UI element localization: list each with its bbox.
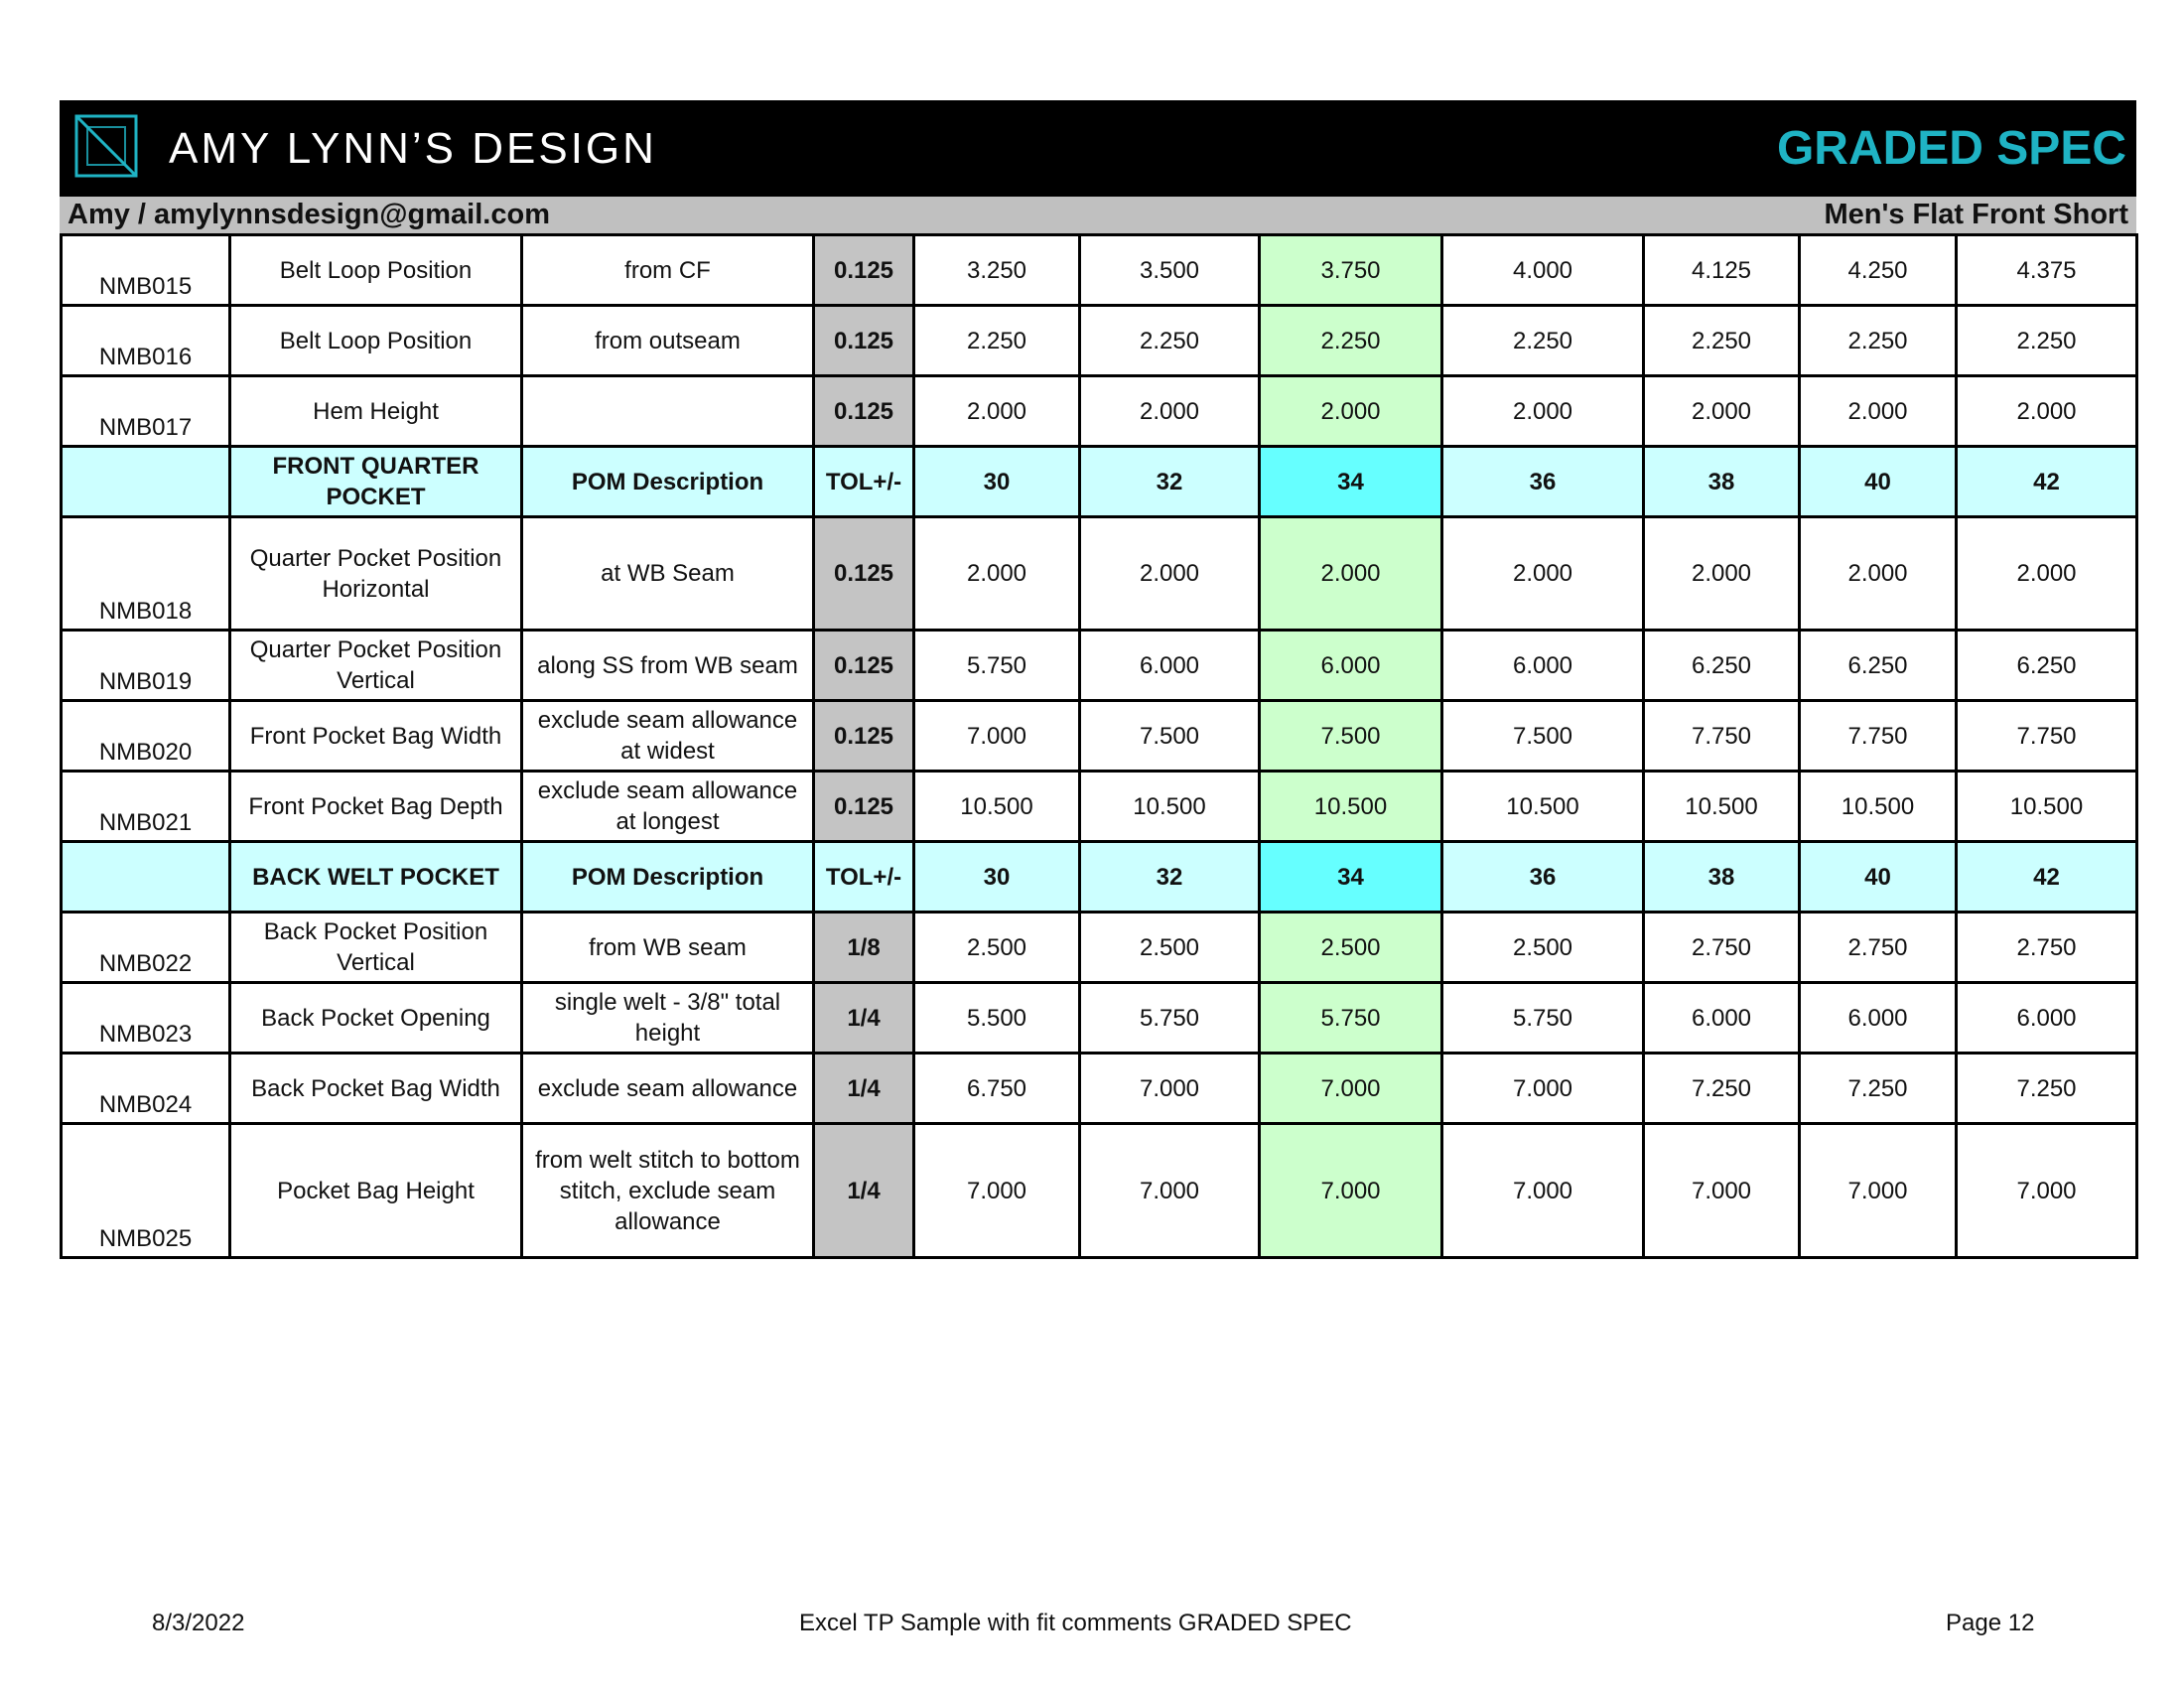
size-value: 7.000 <box>1644 1124 1800 1258</box>
table-row <box>62 376 2137 447</box>
size-value: 4.250 <box>1800 235 1957 306</box>
size-value: 2.250 <box>1800 306 1957 376</box>
brand-name: AMY LYNN’S DESIGN <box>169 124 657 173</box>
pom-code: NMB025 <box>62 1124 230 1258</box>
table-row <box>62 1124 2137 1258</box>
size-value: 4.000 <box>1442 235 1644 306</box>
size-value: 10.500 <box>1644 772 1800 842</box>
section-title: FRONT QUARTER POCKET <box>230 447 522 517</box>
size-value: 10.500 <box>1957 772 2137 842</box>
size-value: 2.000 <box>914 517 1080 631</box>
size-value: 7.000 <box>1800 1124 1957 1258</box>
size-value: 10.500 <box>1442 772 1644 842</box>
tolerance-value: 0.125 <box>814 631 914 701</box>
size-value: 5.750 <box>1442 983 1644 1054</box>
table-row <box>62 306 2137 376</box>
size-value: 10.500 <box>1260 772 1442 842</box>
pom-description: from WB seam <box>522 913 814 983</box>
graded-spec-table <box>60 233 2138 1259</box>
size-value: 7.000 <box>1080 1054 1260 1124</box>
size-value: 2.250 <box>914 306 1080 376</box>
pom-name: Quarter Pocket Position Vertical <box>230 631 522 701</box>
tolerance-value: 1/4 <box>814 1054 914 1124</box>
size-value: 6.000 <box>1080 631 1260 701</box>
size-value: 7.000 <box>1260 1124 1442 1258</box>
size-value: 6.750 <box>914 1054 1080 1124</box>
table-row <box>62 1054 2137 1124</box>
size-value: 2.750 <box>1800 913 1957 983</box>
size-header-30: 30 <box>914 842 1080 913</box>
size-value: 7.000 <box>1957 1124 2137 1258</box>
size-value: 2.000 <box>1957 376 2137 447</box>
size-value: 4.375 <box>1957 235 2137 306</box>
size-header-40: 40 <box>1800 447 1957 517</box>
size-header-36: 36 <box>1442 447 1644 517</box>
size-value: 6.250 <box>1644 631 1800 701</box>
tolerance-value: 0.125 <box>814 376 914 447</box>
size-value: 2.750 <box>1644 913 1800 983</box>
pom-code: NMB017 <box>62 376 230 447</box>
table-row <box>62 983 2137 1054</box>
size-value: 6.000 <box>1260 631 1442 701</box>
size-header-32: 32 <box>1080 842 1260 913</box>
pom-code: NMB018 <box>62 517 230 631</box>
size-header-38: 38 <box>1644 842 1800 913</box>
size-value: 2.500 <box>1260 913 1442 983</box>
size-value: 2.000 <box>1800 376 1957 447</box>
size-value: 2.250 <box>1644 306 1800 376</box>
size-value: 6.000 <box>1442 631 1644 701</box>
size-value: 7.750 <box>1644 701 1800 772</box>
document-title: GRADED SPEC <box>1776 122 2126 175</box>
pom-name: Quarter Pocket Position Horizontal <box>230 517 522 631</box>
size-value: 7.250 <box>1800 1054 1957 1124</box>
tolerance-value: 1/4 <box>814 983 914 1054</box>
section-title: BACK WELT POCKET <box>230 842 522 913</box>
size-value: 2.000 <box>1442 517 1644 631</box>
tolerance-value: 0.125 <box>814 517 914 631</box>
table-row <box>62 913 2137 983</box>
section-blank-cell <box>62 447 230 517</box>
size-value: 5.750 <box>1260 983 1442 1054</box>
size-value: 2.000 <box>1644 376 1800 447</box>
size-value: 7.500 <box>1080 701 1260 772</box>
size-value: 7.250 <box>1957 1054 2137 1124</box>
size-value: 2.250 <box>1260 306 1442 376</box>
size-header-34: 34 <box>1260 447 1442 517</box>
size-value: 6.250 <box>1800 631 1957 701</box>
size-value: 3.250 <box>914 235 1080 306</box>
table-row <box>62 235 2137 306</box>
size-value: 7.000 <box>914 701 1080 772</box>
size-value: 6.250 <box>1957 631 2137 701</box>
size-header-34: 34 <box>1260 842 1442 913</box>
size-value: 2.000 <box>1260 517 1442 631</box>
size-header-36: 36 <box>1442 842 1644 913</box>
pom-code: NMB019 <box>62 631 230 701</box>
tolerance-value: 0.125 <box>814 306 914 376</box>
size-value: 2.250 <box>1442 306 1644 376</box>
pom-description <box>522 376 814 447</box>
pom-code: NMB016 <box>62 306 230 376</box>
square-slash-logo-icon <box>73 113 139 179</box>
size-value: 2.000 <box>1800 517 1957 631</box>
pom-code: NMB021 <box>62 772 230 842</box>
size-value: 2.500 <box>1442 913 1644 983</box>
footer-page-number: Page 12 <box>1946 1610 2035 1636</box>
size-value: 6.000 <box>1644 983 1800 1054</box>
size-value: 7.000 <box>1442 1054 1644 1124</box>
size-value: 2.000 <box>1644 517 1800 631</box>
tolerance-value: 0.125 <box>814 235 914 306</box>
pom-description: exclude seam allowance at longest <box>522 772 814 842</box>
size-value: 7.000 <box>1442 1124 1644 1258</box>
size-value: 7.500 <box>1442 701 1644 772</box>
size-value: 2.000 <box>1442 376 1644 447</box>
pom-description: single welt - 3/8" total height <box>522 983 814 1054</box>
size-header-42: 42 <box>1957 447 2137 517</box>
tolerance-value: 0.125 <box>814 701 914 772</box>
section-header-row <box>62 447 2137 517</box>
pom-code: NMB024 <box>62 1054 230 1124</box>
tolerance-header: TOL+/- <box>814 842 914 913</box>
size-value: 6.000 <box>1957 983 2137 1054</box>
pom-name: Pocket Bag Height <box>230 1124 522 1258</box>
size-value: 5.750 <box>1080 983 1260 1054</box>
pom-description: along SS from WB seam <box>522 631 814 701</box>
size-value: 5.500 <box>914 983 1080 1054</box>
size-value: 6.000 <box>1800 983 1957 1054</box>
size-value: 10.500 <box>1800 772 1957 842</box>
size-value: 2.000 <box>1080 517 1260 631</box>
tolerance-value: 0.125 <box>814 772 914 842</box>
page-header <box>60 100 2136 197</box>
sub-header <box>60 197 2136 233</box>
pom-name: Back Pocket Position Vertical <box>230 913 522 983</box>
section-blank-cell <box>62 842 230 913</box>
contact-info: Amy / amylynnsdesign@gmail.com <box>68 199 550 230</box>
footer-date: 8/3/2022 <box>152 1610 245 1636</box>
size-value: 7.250 <box>1644 1054 1800 1124</box>
footer-file-name: Excel TP Sample with fit comments GRADED SPEC <box>799 1610 1352 1636</box>
tolerance-value: 1/4 <box>814 1124 914 1258</box>
size-value: 2.250 <box>1957 306 2137 376</box>
size-value: 2.500 <box>914 913 1080 983</box>
table-row <box>62 701 2137 772</box>
pom-description: from outseam <box>522 306 814 376</box>
size-value: 5.750 <box>914 631 1080 701</box>
pom-description-header: POM Description <box>522 842 814 913</box>
size-value: 7.750 <box>1800 701 1957 772</box>
size-value: 10.500 <box>914 772 1080 842</box>
size-value: 2.500 <box>1080 913 1260 983</box>
section-header-row <box>62 842 2137 913</box>
pom-description: at WB Seam <box>522 517 814 631</box>
size-value: 2.000 <box>914 376 1080 447</box>
size-value: 3.500 <box>1080 235 1260 306</box>
pom-code: NMB015 <box>62 235 230 306</box>
size-value: 2.000 <box>1080 376 1260 447</box>
size-header-40: 40 <box>1800 842 1957 913</box>
table-row <box>62 631 2137 701</box>
pom-name: Hem Height <box>230 376 522 447</box>
size-value: 10.500 <box>1080 772 1260 842</box>
pom-code: NMB020 <box>62 701 230 772</box>
tolerance-header: TOL+/- <box>814 447 914 517</box>
size-header-32: 32 <box>1080 447 1260 517</box>
pom-description: from CF <box>522 235 814 306</box>
pom-description: from welt stitch to bottom stitch, exclude seam allowance <box>522 1124 814 1258</box>
pom-name: Front Pocket Bag Width <box>230 701 522 772</box>
size-value: 4.125 <box>1644 235 1800 306</box>
size-value: 3.750 <box>1260 235 1442 306</box>
size-value: 2.000 <box>1260 376 1442 447</box>
pom-description: exclude seam allowance <box>522 1054 814 1124</box>
pom-description: exclude seam allowance at widest <box>522 701 814 772</box>
pom-name: Back Pocket Opening <box>230 983 522 1054</box>
pom-name: Front Pocket Bag Depth <box>230 772 522 842</box>
size-value: 7.000 <box>914 1124 1080 1258</box>
size-header-30: 30 <box>914 447 1080 517</box>
pom-name: Back Pocket Bag Width <box>230 1054 522 1124</box>
pom-name: Belt Loop Position <box>230 306 522 376</box>
size-value: 2.000 <box>1957 517 2137 631</box>
size-value: 7.500 <box>1260 701 1442 772</box>
pom-code: NMB022 <box>62 913 230 983</box>
style-name: Men's Flat Front Short <box>1824 199 2128 230</box>
pom-name: Belt Loop Position <box>230 235 522 306</box>
size-header-42: 42 <box>1957 842 2137 913</box>
tolerance-value: 1/8 <box>814 913 914 983</box>
size-header-38: 38 <box>1644 447 1800 517</box>
size-value: 7.750 <box>1957 701 2137 772</box>
table-row <box>62 517 2137 631</box>
pom-description-header: POM Description <box>522 447 814 517</box>
size-value: 7.000 <box>1260 1054 1442 1124</box>
size-value: 2.750 <box>1957 913 2137 983</box>
size-value: 7.000 <box>1080 1124 1260 1258</box>
table-row <box>62 772 2137 842</box>
size-value: 2.250 <box>1080 306 1260 376</box>
pom-code: NMB023 <box>62 983 230 1054</box>
